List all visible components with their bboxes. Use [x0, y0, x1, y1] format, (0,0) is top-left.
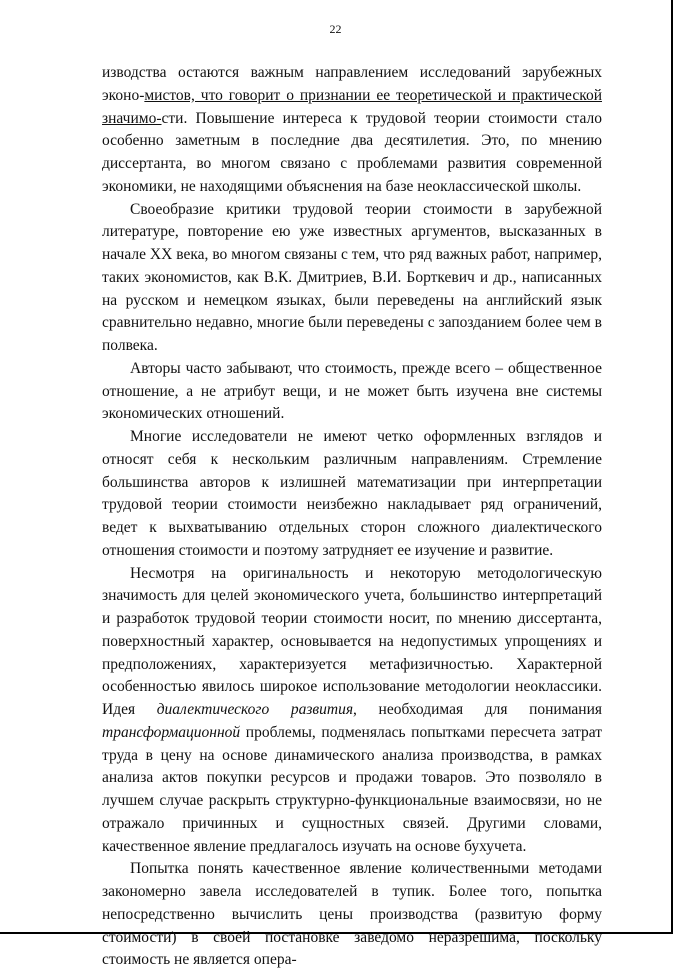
body-text: [102, 62, 602, 972]
paragraph: [102, 358, 602, 426]
paragraph-text: Попытка понять качественное явление количественными методами закономерно завела исследователей в тупик. Более того, попытка непосредственно вычислить цены производства (развитую форму стоимости) в своей постановке заведомо неразрешима, поскольку стоимость не является опера-: [102, 860, 602, 969]
italic-term: трансформационной: [102, 723, 241, 741]
paragraph: [102, 426, 602, 563]
paragraph-text: изводства остаются важным направлением исследований зарубежных эконо-: [102, 64, 602, 104]
paragraph-text: проблемы, подменялась попытками пересчета затрат труда в цену на основе динамического анализа производства, в рамках анализа актов покупки ресурсов и продажи товаров. Это позволяло в лучшем случае раскрыть структурно-функциональные взаимосвязи, но не отражало причинных и сущностных связей. Другими словами, качественное явление предлагалось изучать на основе бухучета.: [102, 723, 602, 855]
paragraph: [102, 199, 602, 358]
paragraph-text: Авторы часто забывают, что стоимость, прежде всего – общественное отношение, а не атрибут вещи, и не может быть изучена вне системы экономических отношений.: [102, 359, 602, 423]
paragraph: [102, 62, 602, 199]
paragraph: [102, 858, 602, 972]
paragraph-text: , необходимая для понимания: [353, 701, 603, 718]
paragraph-text: Многие исследователи не имеют четко оформленных взглядов и относят себя к нескольким различным направлениям. Стремление большинства авторов к излишней математизации при интерпретации трудовой теории стоимости неизбежно накладывает ряд ограничений, ведет к выхватыванию отдельных сторон сложного диалектического отношения стоимости и поэтому затрудняет ее изучение и развитие.: [102, 428, 602, 559]
page-number: 22: [329, 22, 342, 36]
paragraph-text: Своеобразие критики трудовой теории стоимости в зарубежной литературе, повторение ею уже известных аргументов, высказанных в начале XX века, во многом связаны с тем, что ряд важных работ, например, таких экономистов, как В.К. Дмитриев, В.И. Борткевич и др., написанных на русском и немецком языках, были переведены на английский язык сравнительно недавно, многие были переведены с запозданием более чем в полвека.: [102, 200, 602, 354]
italic-term: диалектического развития: [156, 701, 354, 718]
paragraph-text: Несмотря на оригинальность и некоторую методологическую значимость для целей экономического учета, большинство интерпретаций и разработок трудовой теории стоимости носит, по мнению диссертанта, поверхностный характер, основывается на недопустимых упрощениях и предположениях, характеризуется метафизичностью. Характерной особенностью явилось широкое использование методологии неоклассики. Идея: [102, 564, 602, 718]
underlined-text: мистов, что говорит о признании ее теоретической и практической значимо-: [102, 86, 602, 127]
paragraph-text: сти. Повышение интереса к трудовой теории стоимости стало особенно заметным в последние два десятилетия. Это, по мнению диссертанта, во многом связано с проблемами развития современной экономики, не находящими объяснения на базе неоклассической школы.: [102, 109, 602, 195]
paragraph: [102, 563, 602, 859]
